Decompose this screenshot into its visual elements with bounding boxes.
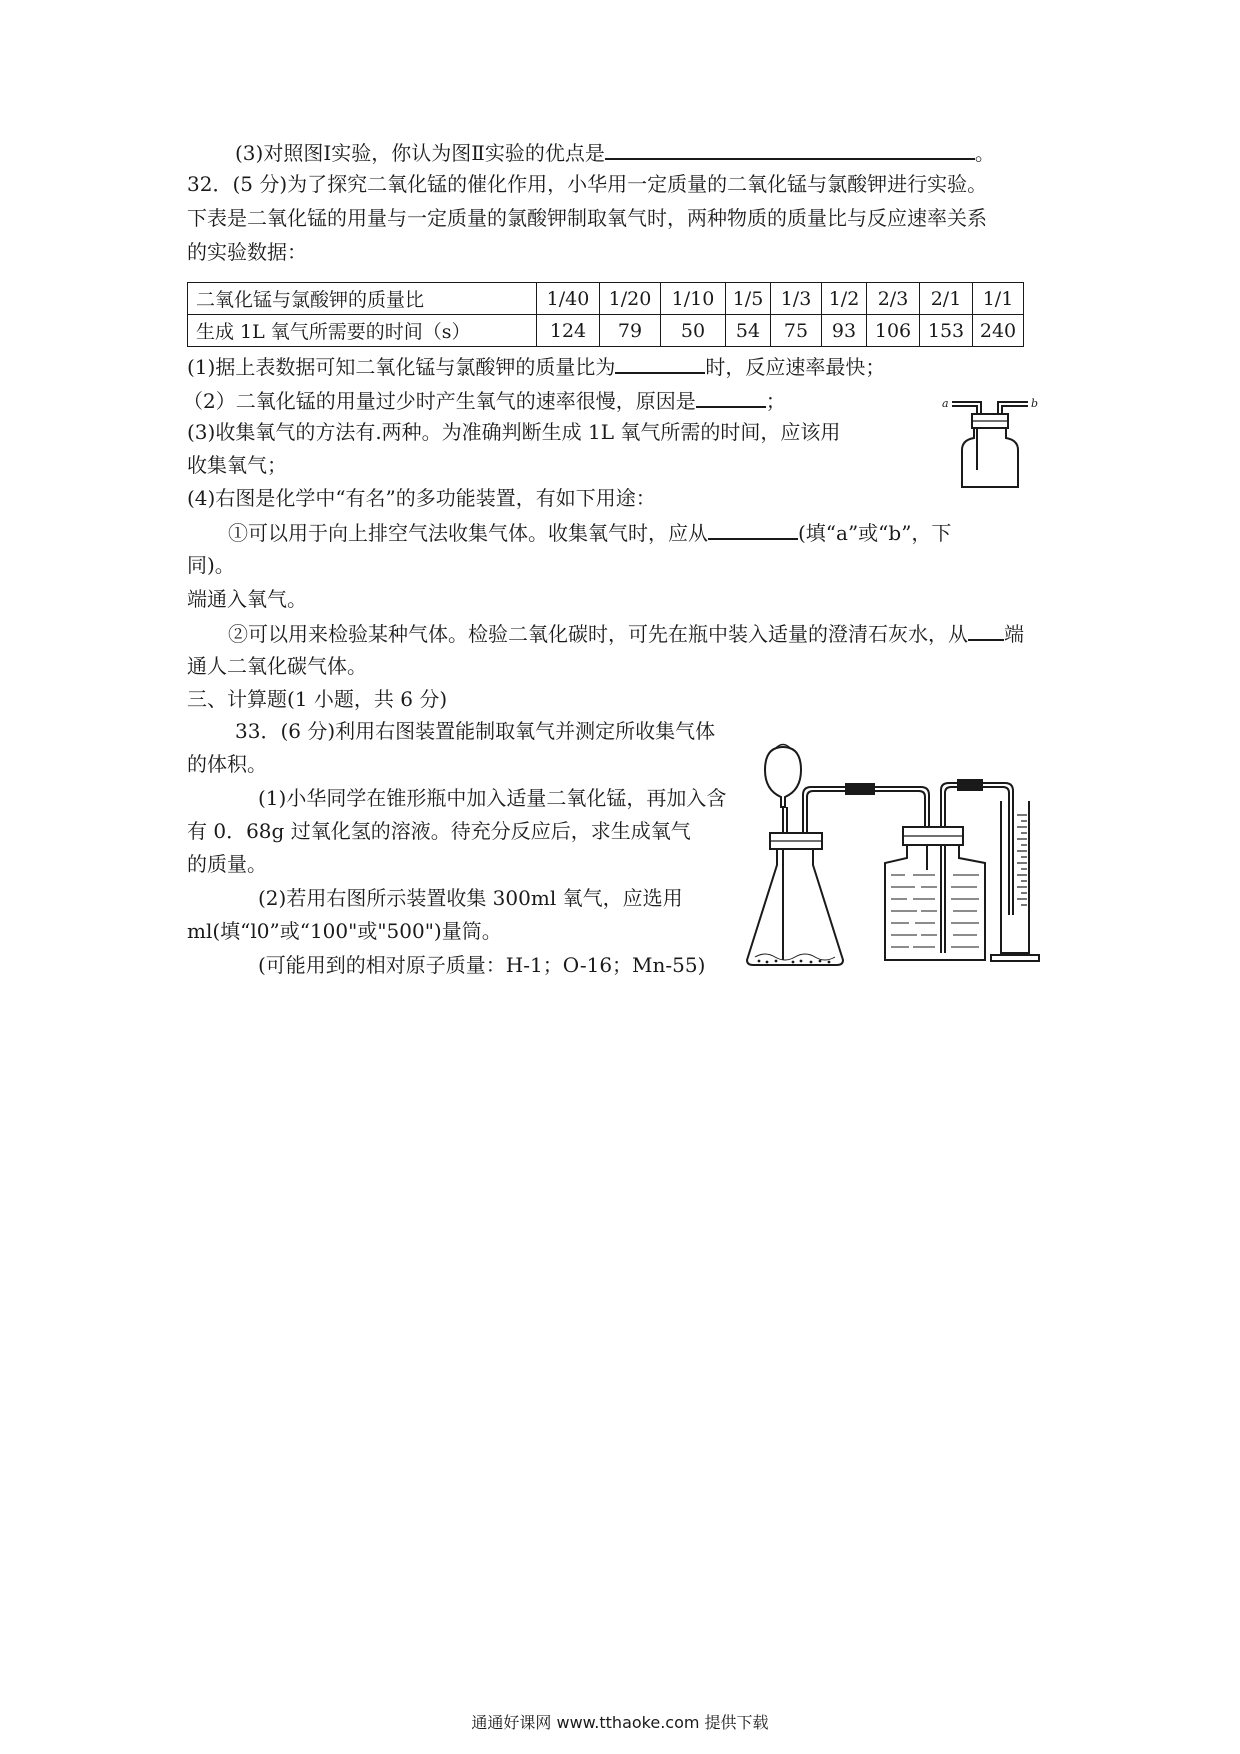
- time-cell: 54: [726, 315, 771, 347]
- q33-2-line-1: (2)若用右图所示装置收集 300ml 氧气，应选用: [258, 886, 683, 910]
- data-table: [187, 282, 1024, 347]
- cylinder-graduations: [1017, 815, 1027, 905]
- q32-4-2-line: [228, 619, 1024, 648]
- label-b: b: [1031, 397, 1039, 410]
- q32-4-1-line: [228, 518, 951, 547]
- q32-2-text: （2）二氧化锰的用量过少时产生氧气的速率很慢，原因是: [183, 389, 696, 413]
- label-a: a: [942, 397, 949, 410]
- q31-3-end: 。: [974, 141, 995, 165]
- q32-1-blank[interactable]: [615, 352, 705, 374]
- q33-2-line-2: ml(填“l0”或“100"或"500")量筒。: [187, 919, 502, 943]
- q32-4-1-cont: 同)。: [187, 553, 235, 577]
- q33-1-line-1: (1)小华同学在锥形瓶中加入适量二氧化锰，再加入含: [258, 786, 727, 810]
- section-3-heading: 三、计算题(1 小题，共 6 分): [187, 687, 448, 711]
- q31-3-text: (3)对照图Ⅰ实验，你认为图Ⅱ实验的优点是: [235, 141, 605, 165]
- time-cell: 106: [867, 315, 920, 347]
- ratio-cell: 1/40: [537, 283, 600, 315]
- gas-bottle-figure: [940, 392, 1040, 492]
- time-cell: 75: [771, 315, 822, 347]
- page-footer: 通通好课网 www.tthaoke.com 提供下载: [471, 1713, 769, 1732]
- q32-1-line: [187, 352, 885, 381]
- ratio-cell: 2/1: [920, 283, 973, 315]
- q32-1-end: 时，反应速率最快；: [705, 355, 886, 379]
- ratio-cell: 1/1: [973, 283, 1024, 315]
- q32-3-line-1: (3)收集氧气的方法有.两种。为准确判断生成 1L 氧气所需的时间，应该用: [187, 420, 841, 444]
- q32-intro-2: 下表是二氧化锰的用量与一定质量的氯酸钾制取氧气时，两种物质的质量比与反应速率关系: [187, 206, 987, 230]
- q32-4-2-text: ②可以用来检验某种气体。检验二氧化碳时，可先在瓶中装入适量的澄清石灰水，从: [228, 622, 968, 646]
- time-cell: 153: [920, 315, 973, 347]
- q32-4-1-cont-2: 端通入氧气。: [187, 587, 307, 611]
- ratio-cell: 1/5: [726, 283, 771, 315]
- q32-intro-3: 的实验数据：: [187, 240, 307, 264]
- time-cell: 79: [600, 315, 661, 347]
- q31-3-line: [235, 138, 995, 167]
- q32-intro-1: 32．(5 分)为了探究二氧化锰的催化作用，小华用一定质量的二氧化锰与氯酸钾进行实验。: [187, 172, 988, 196]
- q32-1-text: (1)据上表数据可知二氧化锰与氯酸钾的质量比为: [187, 355, 616, 379]
- q32-4-line: (4)右图是化学中“有名”的多功能装置，有如下用途：: [187, 486, 656, 510]
- ratio-cell: 1/20: [600, 283, 661, 315]
- ratio-cell: 2/3: [867, 283, 920, 315]
- table-row-ratio: [188, 283, 1024, 315]
- q33-1-line-2: 有 0．68g 过氧化氢的溶液。待充分反应后，求生成氧气: [187, 819, 691, 843]
- q32-4-1-blank[interactable]: [708, 518, 798, 540]
- q32-4-1-end: (填“a”或“b”，下: [798, 521, 952, 545]
- q33-note: (可能用到的相对原子质量：H-1；O-16；Mn-55): [258, 953, 706, 977]
- ratio-cell: 1/3: [771, 283, 822, 315]
- q32-2-blank[interactable]: [696, 386, 766, 408]
- rubber-joint: [845, 783, 875, 795]
- table-row-time: [188, 315, 1024, 347]
- q32-2-end: ；: [765, 389, 786, 413]
- time-cell: 93: [822, 315, 867, 347]
- time-cell: 124: [537, 315, 600, 347]
- q32-3-line-2: 收集氧气；: [187, 453, 287, 477]
- water-hatching: [891, 875, 979, 947]
- row-header-time: 生成 1L 氧气所需要的时间（s）: [188, 315, 537, 347]
- time-cell: 50: [661, 315, 726, 347]
- q32-4-2-cont: 通人二氧化碳气体。: [187, 654, 367, 678]
- ratio-cell: 1/2: [822, 283, 867, 315]
- mno2-particles: [758, 960, 831, 964]
- q32-4-2-end: 端: [1004, 622, 1024, 646]
- q33-1-line-3: 的质量。: [187, 852, 267, 876]
- ratio-cell: 1/10: [661, 283, 726, 315]
- q33-line-2: 的体积。: [187, 752, 267, 776]
- time-cell: 240: [973, 315, 1024, 347]
- q32-4-1-text: ①可以用于向上排空气法收集气体。收集氧气时，应从: [228, 521, 708, 545]
- q32-2-line: [183, 386, 786, 415]
- q33-line-1: 33．(6 分)利用右图装置能制取氧气并测定所收集气体: [235, 719, 716, 743]
- rubber-joint-2: [957, 779, 983, 791]
- q32-4-2-blank[interactable]: [968, 619, 1004, 641]
- q31-3-blank[interactable]: [605, 138, 975, 160]
- row-header-ratio: 二氧化锰与氯酸钾的质量比: [188, 283, 537, 315]
- oxygen-apparatus-figure: [745, 735, 1065, 970]
